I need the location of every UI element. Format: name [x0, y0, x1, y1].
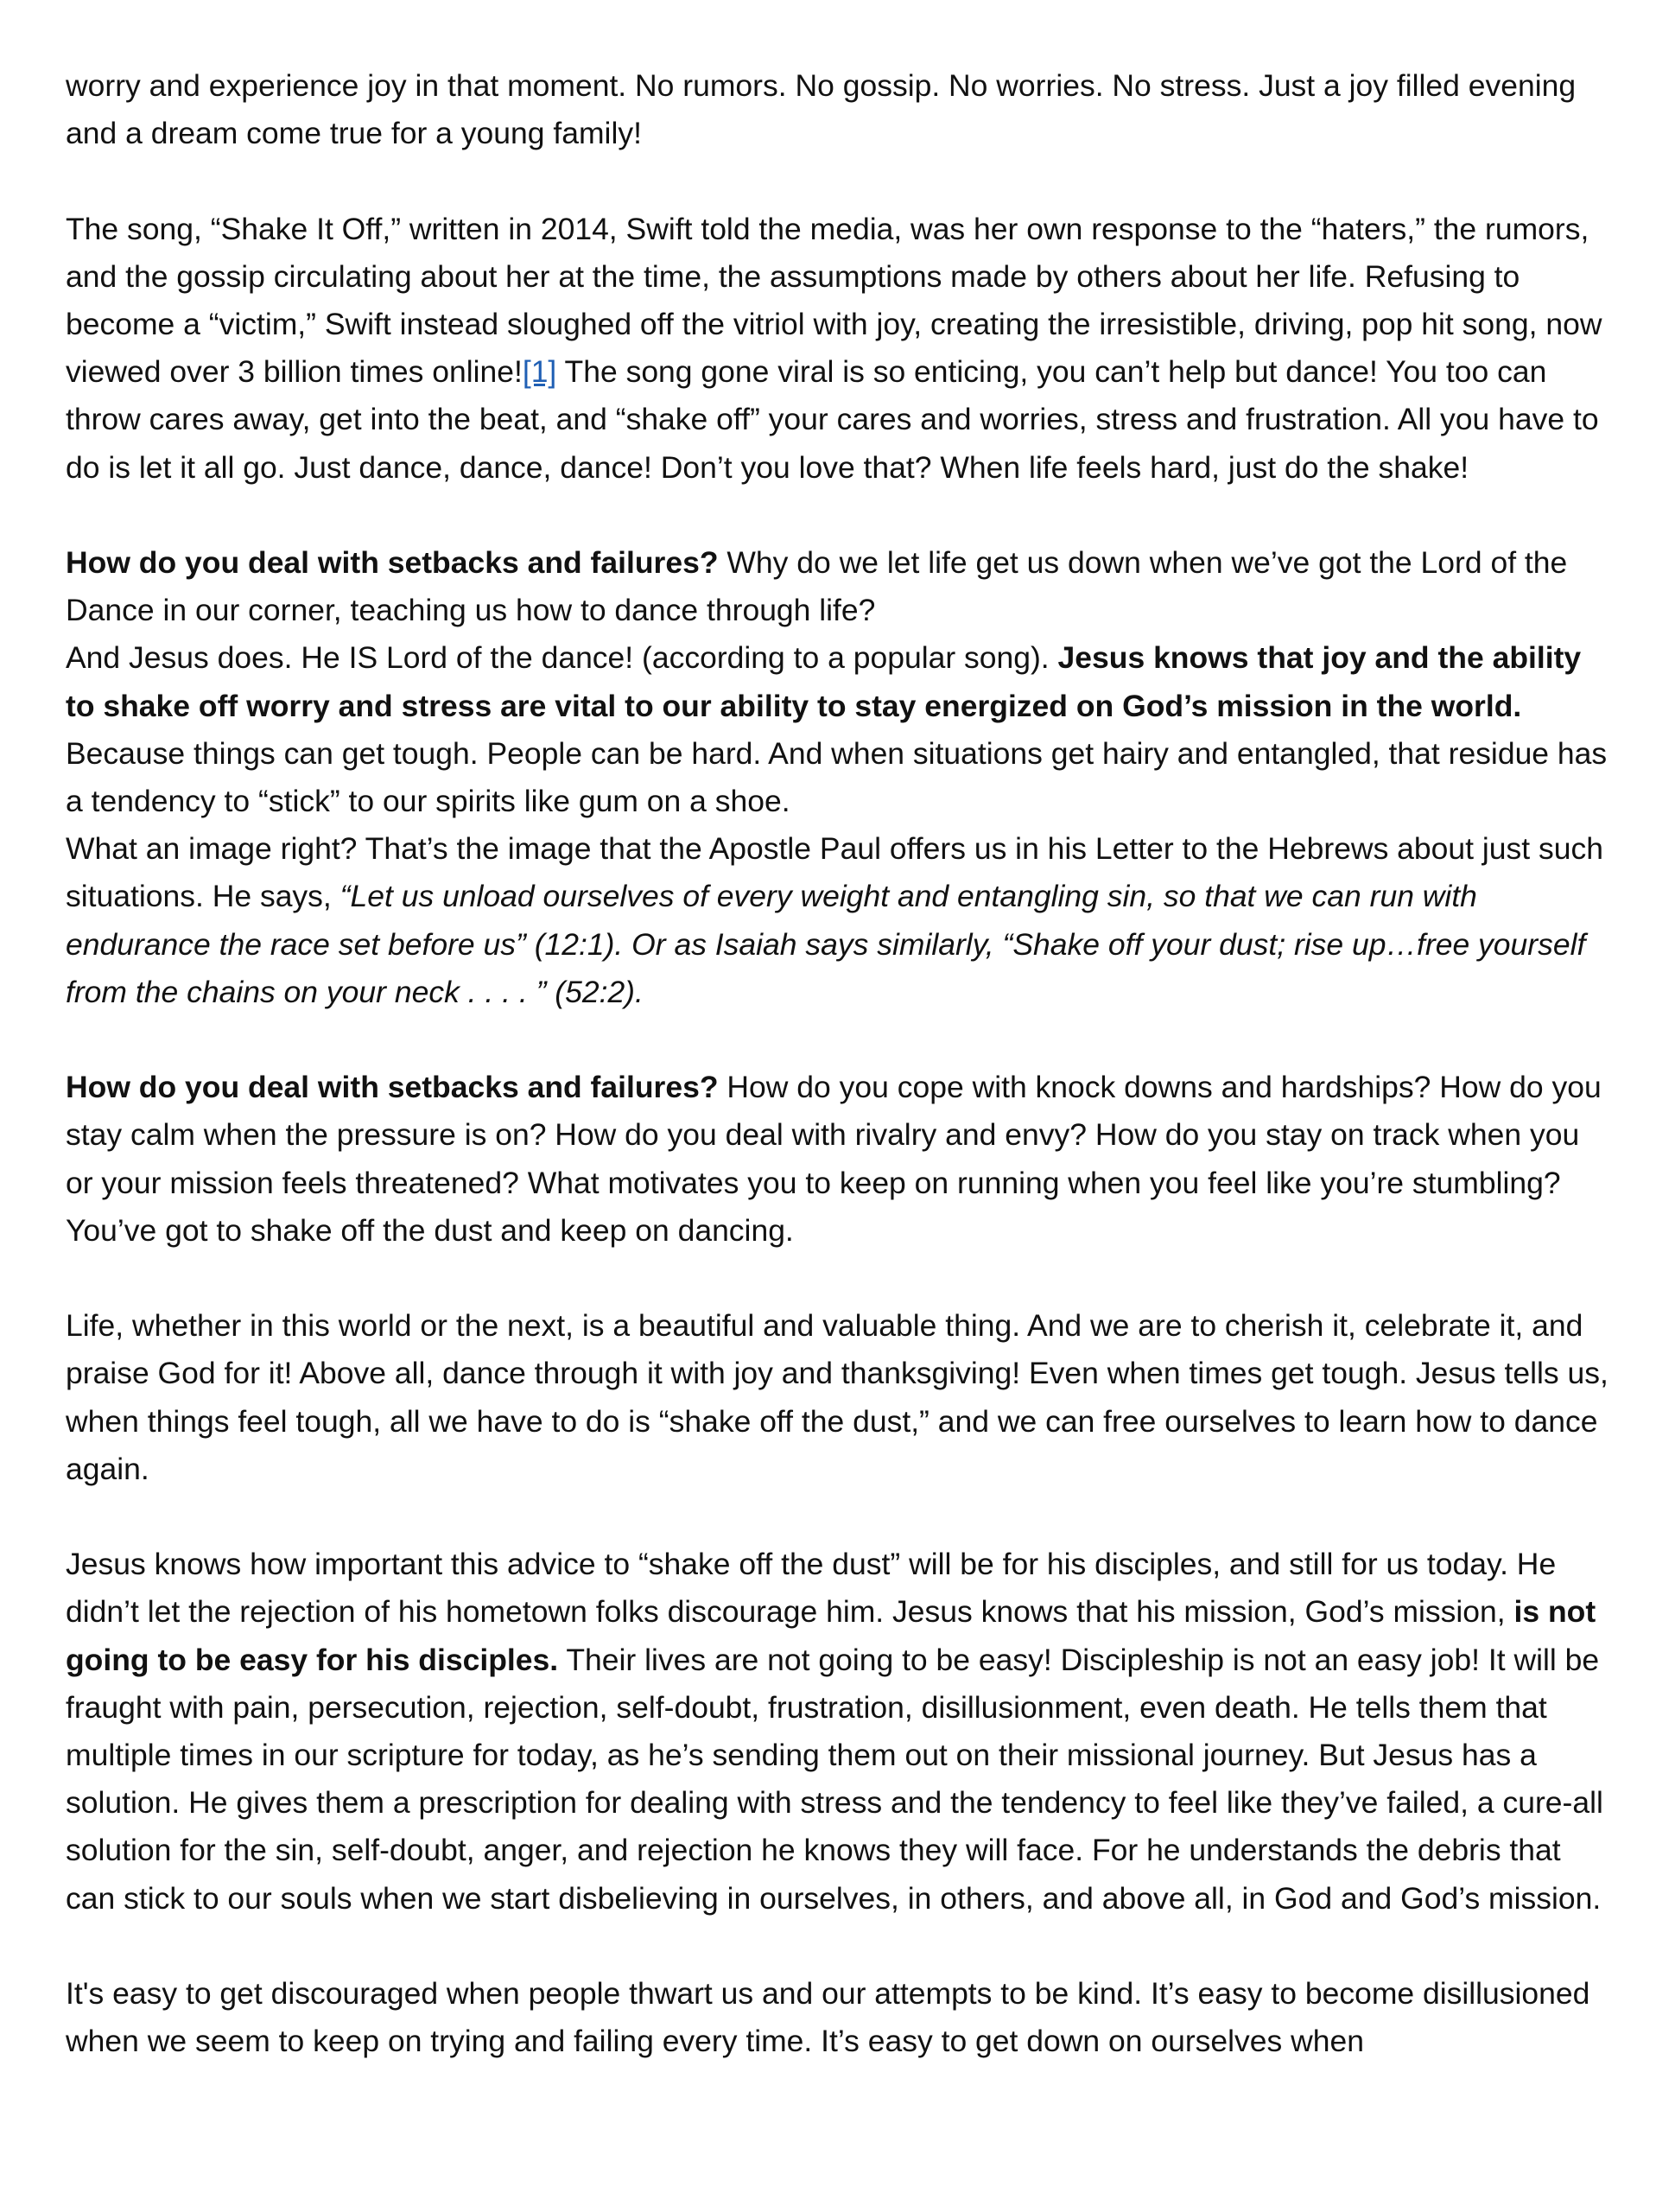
- paragraph-3-bold-question: How do you deal with setbacks and failures?: [66, 545, 719, 580]
- paragraph-1-text: worry and experience joy in that moment. No rumors. No gossip. No worries. No stress. Just a joy filled evening and a dream come true for a young family!: [66, 68, 1577, 151]
- paragraph-5-scripture-quote: “Let us unload ourselves of every weight and entangling sin, so that we can run with endurance the race set before us” (12:1). Or as Isaiah says similarly, “Shake off your dust; rise up…free yourself from the chains on your neck . . . . ” (52:2).: [66, 879, 1586, 1009]
- paragraph-7-text: Life, whether in this world or the next, is a beautiful and valuable thing. And we are to cherish it, celebrate it, and praise God for it! Above all, dance through it with joy and thanksgiving! Even when times get tough. Jesus tells us, when things feel tough, all we have to do is “shake off the dust,” and we can free ourselves to learn how to dance again.: [66, 1308, 1608, 1486]
- paragraph-4: [66, 634, 1612, 825]
- paragraph-9: [66, 1970, 1612, 2065]
- paragraph-6-bold-question: How do you deal with setbacks and failures?: [66, 1070, 719, 1105]
- paragraph-4-bold: Jesus knows that joy and the ability to shake off worry and stress are vital to our ability to stay energized on God’s mission in the world.: [66, 640, 1582, 723]
- paragraph-3-text: Why do we let life get us down when we’ve got the Lord of the Dance in our corner, teaching us how to dance through life?: [66, 545, 1568, 628]
- paragraph-9-text: It's easy to get discouraged when people thwart us and our attempts to be kind. It’s easy to become disillusioned when we seem to keep on trying and failing every time. It’s easy to get down on ourselves when: [66, 1976, 1590, 2059]
- paragraph-8-bold: is not going to be easy for his disciples.: [66, 1594, 1596, 1677]
- paragraph-2: [66, 206, 1612, 492]
- paragraph-5: [66, 825, 1612, 1016]
- paragraph-7: [66, 1302, 1612, 1493]
- paragraph-4-text: Because things can get tough. People can be hard. And when situations get hairy and entangled, that residue has a tendency to “stick” to our spirits like gum on a shoe.: [66, 735, 1608, 819]
- paragraph-8-lead: Jesus knows how important this advice to “shake off the dust” will be for his disciples, and still for us today. He didn’t let the rejection of his hometown folks discourage him. Jesus knows that his mission, God’s mission,: [66, 1547, 1557, 1630]
- paragraph-4-lead: And Jesus does. He IS Lord of the dance! (according to a popular song).: [66, 640, 1058, 676]
- paragraph-5-lead: What an image right? That’s the image that the Apostle Paul offers us in his Letter to the Hebrews about just such situations. He says,: [66, 831, 1603, 914]
- paragraph-6-text: How do you cope with knock downs and hardships? How do you stay calm when the pressure is on? How do you deal with rivalry and envy? How do you stay on track when you or your mission feels threatened? What motivates you to keep on running when you feel like you’re stumbling? You’ve got to shake off the dust and keep on dancing.: [66, 1070, 1602, 1248]
- paragraph-2-text-after-footnote: The song gone viral is so enticing, you can’t help but dance! You too can throw cares away, get into the beat, and “shake off” your cares and worries, stress and frustration. All you have to do is let it all go. Just dance, dance, dance! Don’t you love that? When life feels hard, just do the shake!: [66, 354, 1599, 485]
- paragraph-8-text: Their lives are not going to be easy! Discipleship is not an easy job! It will be fraught with pain, persecution, rejection, self-doubt, frustration, disillusionment, even death. He tells them that multiple times in our scripture for today, as he’s sending them out on their missional journey. But Jesus has a solution. He gives them a prescription for dealing with stress and the tendency to feel like they’ve failed, a cure-all solution for the sin, self-doubt, anger, and rejection he knows they will face. For he understands the debris that can stick to our souls when we start disbelieving in ourselves, in others, and above all, in God and God’s mission.: [66, 1642, 1603, 1916]
- paragraph-6: [66, 1064, 1612, 1255]
- paragraph-3: [66, 539, 1612, 634]
- paragraph-8: [66, 1541, 1612, 1923]
- paragraph-1: [66, 62, 1612, 157]
- footnote-link-1[interactable]: [1]: [522, 354, 557, 390]
- paragraph-2-text-before-footnote: The song, “Shake It Off,” written in 2014, Swift told the media, was her own response to the “haters,” the rumors, and the gossip circulating about her at the time, the assumptions made by others about her life. Refusing to become a “victim,” Swift instead sloughed off the vitriol with joy, creating the irresistible, driving, pop hit song, now viewed over 3 billion times online!: [66, 211, 1602, 390]
- document-page: [66, 62, 1612, 2065]
